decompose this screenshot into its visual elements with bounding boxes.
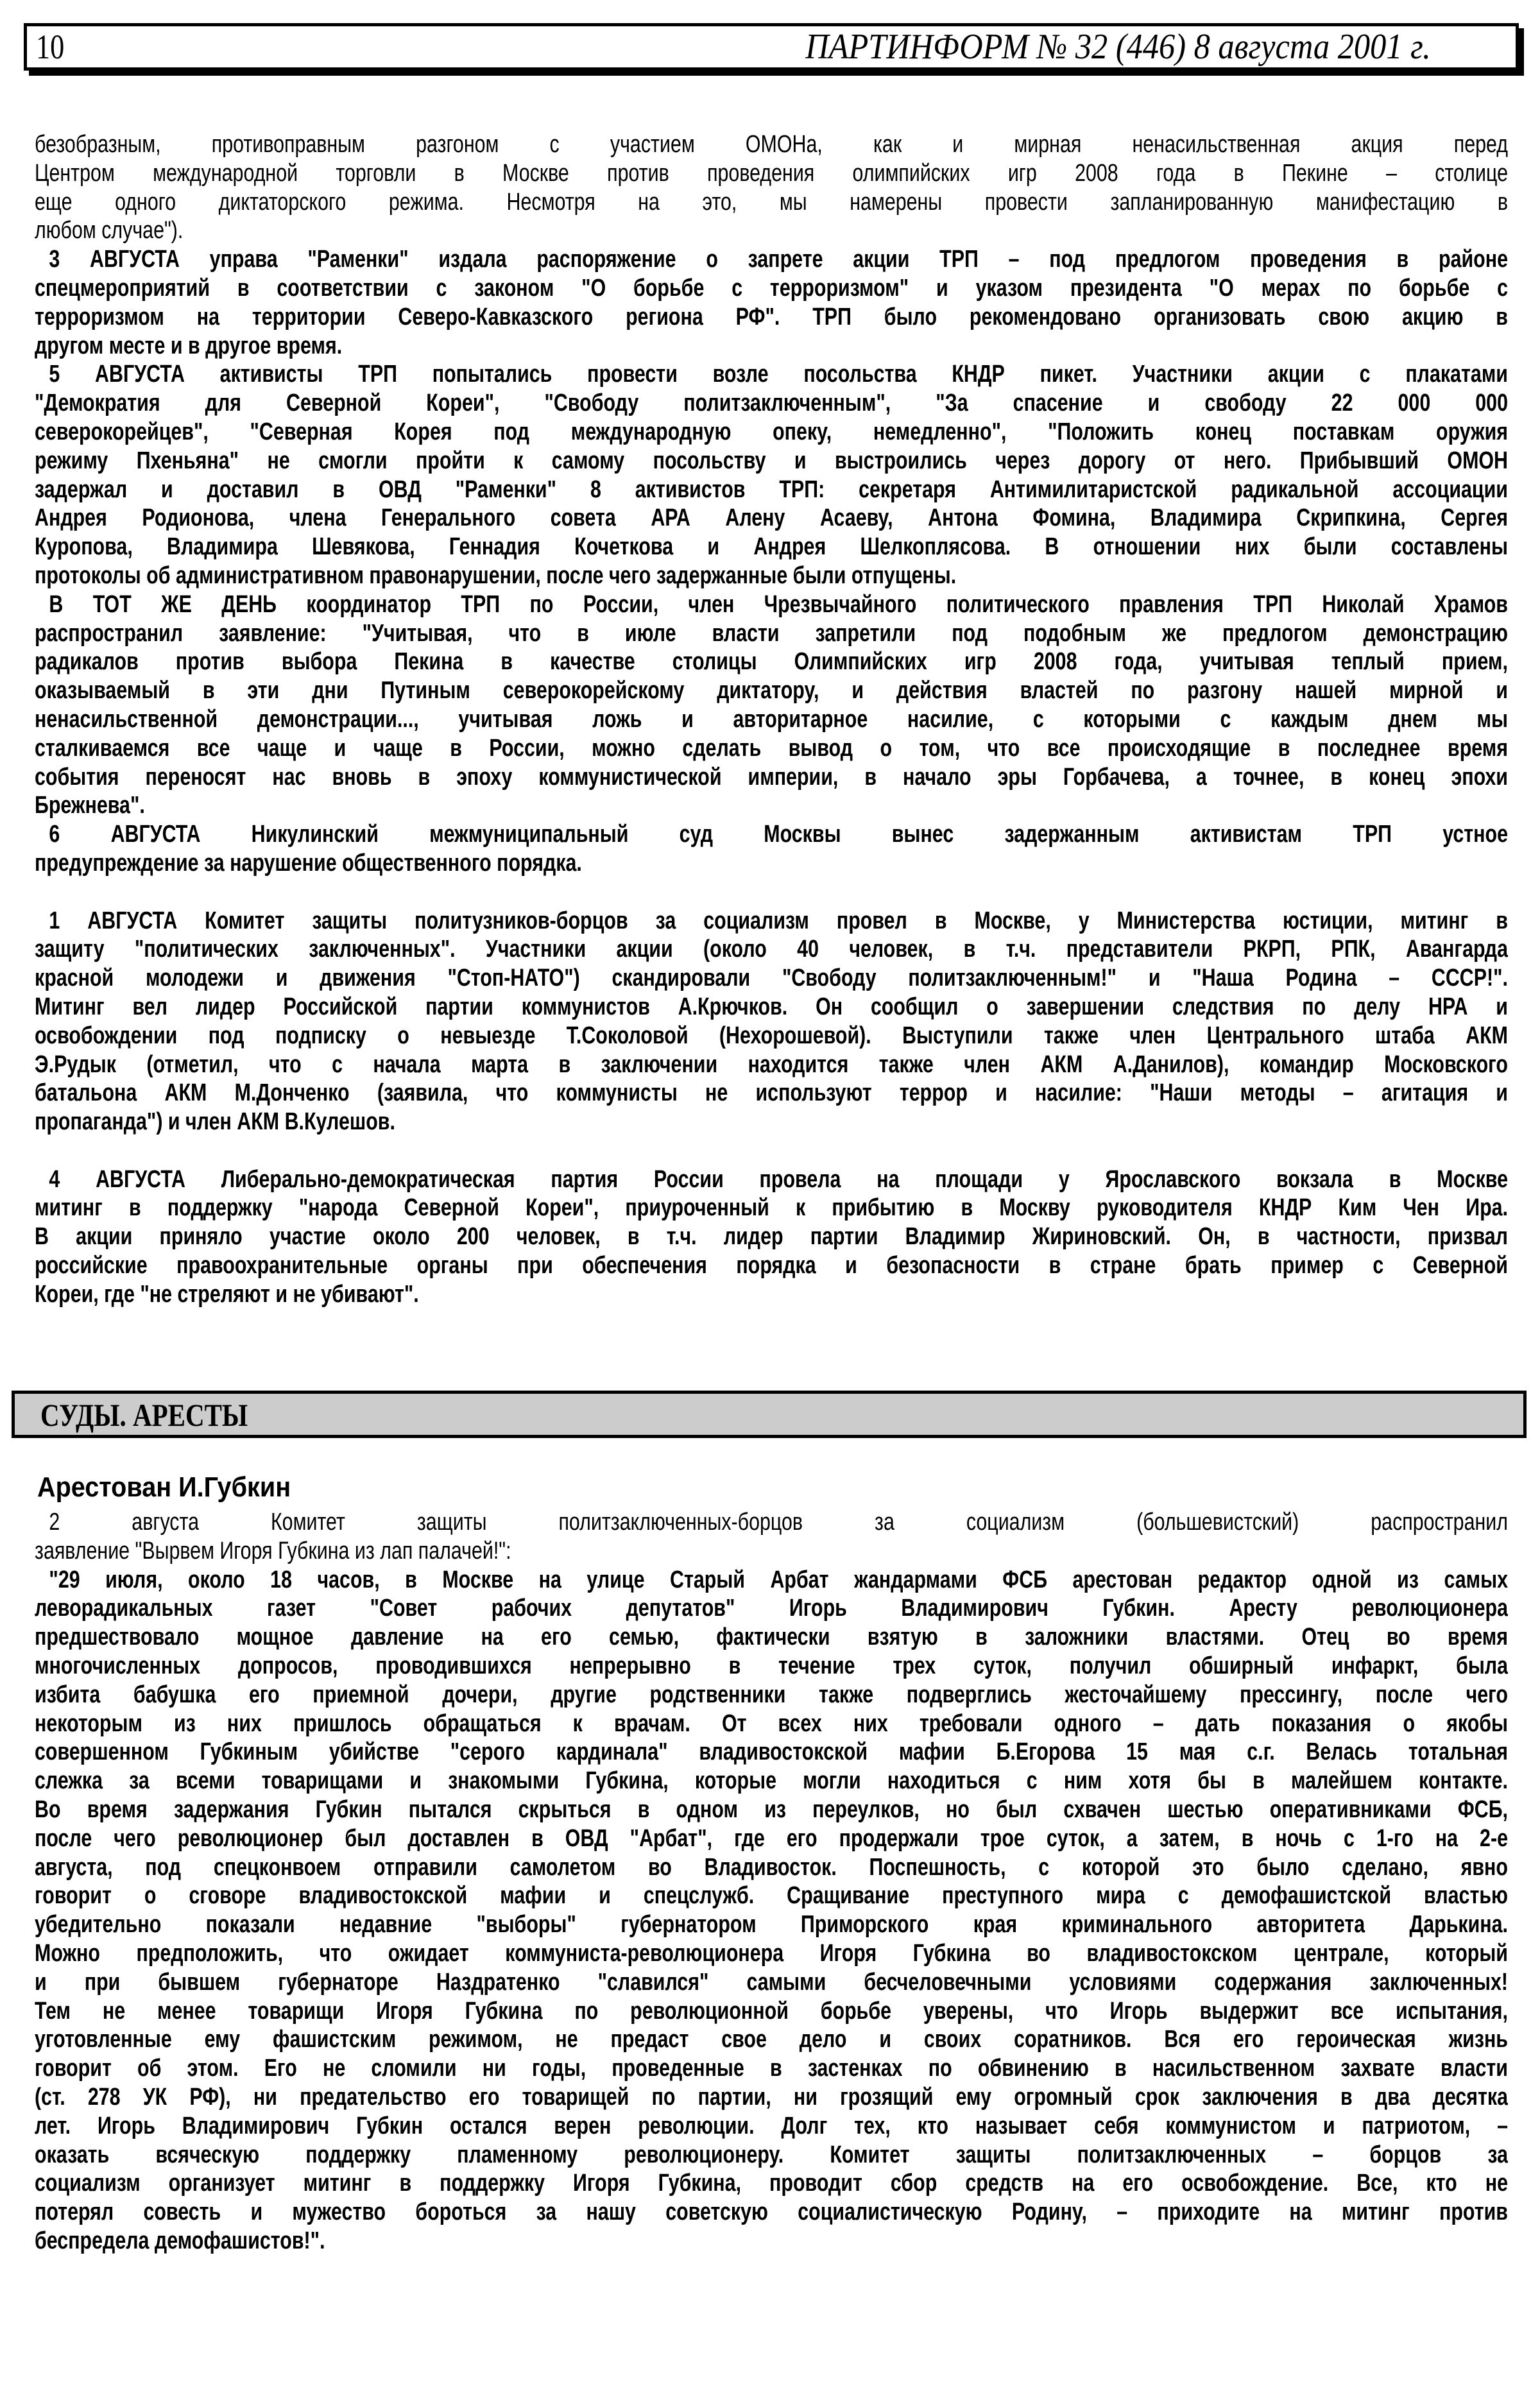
blank-line — [35, 1136, 1508, 1165]
paragraph-aug-4 — [35, 1165, 1508, 1309]
publication-title: ПАРТИНФОРМ № 32 (446) 8 августа 2001 г. — [805, 27, 1431, 67]
text-line: 2 августа Комитет защиты политзаключенных-борцов за социализм (большевистский) распространил — [49, 1509, 1508, 1536]
text-line: еще одного диктаторского режима. Несмотря на это, мы намерены провести запланированную манифестацию в — [35, 188, 1508, 216]
text-line: слежка за всеми товарищами и знакомыми Губкина, которые могли находиться с ним хотя бы в малейшем контакте. — [35, 1767, 1508, 1795]
text-line: убедительно показали недавние "выборы" губернатором Приморского края криминального авторитета Дарькина. — [35, 1911, 1508, 1939]
text-line: говорит об этом. Его не сломили ни годы, проведенные в застенках по обвинению в насильственном захвате власти — [35, 2055, 1508, 2082]
paragraph-aug-1 — [35, 907, 1508, 1136]
text-line: августа, под спецконвоем отправили самолетом во Владивосток. Поспешность, с которой это было сделано, явно — [35, 1853, 1508, 1881]
text-line: задержал и доставил в ОВД "Раменки" 8 активистов ТРП: секретаря Антимилитаристской радикальной ассоциации — [35, 476, 1508, 503]
text-line: Андрея Родионова, члена Генерального совета АРА Алену Асаеву, Антона Фомина, Владимира Скрипкина, Сергея — [35, 504, 1508, 532]
text-line: "29 июля, около 18 часов, в Москве на улице Старый Арбат жандармами ФСБ арестован редактор одной из самых — [49, 1566, 1508, 1593]
text-line: потерял совесть и мужество бороться за нашу советскую социалистическую Родину, – приходите на митинг против — [35, 2198, 1508, 2226]
text-line: протоколы об административном правонарушении, после чего задержанные были отпущены. — [35, 561, 957, 589]
text-line: 1 АВГУСТА Комитет защиты политузников-борцов за социализм провел в Москве, у Министерства юстиции, митинг в — [49, 907, 1508, 934]
text-line: батальона АКМ М.Донченко (заявила, что коммунисты не используют террор и насилие: "Наши методы – агитация и — [35, 1079, 1508, 1107]
text-line: избита бабушка его приемной дочери, другие родственники также подверглись жесточайшему прессингу, после чего — [35, 1681, 1508, 1708]
text-line: заявление "Вырвем Игоря Губкина из лап палачей!": — [35, 1537, 511, 1564]
text-line: Центром международной торговли в Москве против проведения олимпийских игр 2008 года в Пекине – столице — [35, 159, 1508, 187]
text-line: терроризмом на территории Северо-Кавказского региона РФ". ТРП было рекомендовано организовать свою акцию в — [35, 303, 1508, 330]
text-line: режиму Пхеньяна" не смогли пройти к самому посольству и выстроились через дорогу от него. Прибывший ОМОН — [35, 447, 1508, 474]
text-line: Кореи, где "не стреляют и не убивают". — [35, 1280, 419, 1308]
blank-line — [35, 878, 1508, 907]
text-line: митинг в поддержку "народа Северной Кореи", приуроченный к прибытию в Москву руководителя КНДР Ким Чен Ира. — [35, 1194, 1508, 1222]
news-column-top — [35, 130, 1508, 1309]
text-line: безобразным, противоправным разгоном с участием ОМОНа, как и мирная ненасильственная акция перед — [35, 131, 1508, 158]
text-line: сталкиваемся все чаще и чаще в России, можно сделать вывод о том, что все происходящие в последнее время — [35, 734, 1508, 762]
text-line: ненасильственной демонстрации..., учитывая ложь и авторитарное насилие, с которыми с каждым днем мы — [35, 705, 1508, 733]
paragraph-quote — [35, 1566, 1508, 2256]
text-line: любом случае"). — [35, 217, 184, 244]
text-line: спецмероприятий в соответствии с законом "О борьбе с терроризмом" и указом президента "О мерах по борьбе с — [35, 274, 1508, 302]
text-line: некоторым из них пришлось обращаться к врачам. От всех них требовали одного – дать показания о якобы — [35, 1709, 1508, 1737]
paragraph-intro — [35, 1508, 1508, 1566]
text-line: оказываемый в эти дни Путиным северокорейскому диктатору, и действия властей по разгону нашей мирной и — [35, 677, 1508, 705]
text-line: предупреждение за нарушение общественного порядка. — [35, 849, 582, 877]
text-line: Брежнева". — [35, 792, 145, 819]
page-header — [24, 23, 1519, 71]
text-line: лет. Игорь Владимирович Губкин остался верен революции. Долг тех, кто называет себя коммунистом и патриотом, – — [35, 2112, 1508, 2139]
text-line: другом месте и в другое время. — [35, 332, 343, 359]
text-line: 3 АВГУСТА управа "Раменки" издала распоряжение о запрете акции ТРП – под предлогом проведения в районе — [49, 246, 1508, 273]
text-line: 6 АВГУСТА Никулинский межмуниципальный суд Москвы вынес задержанным активистам ТРП устное — [49, 821, 1508, 848]
text-line: освобождении под подписку о невыезде Т.Соколовой (Нехорошевой). Выступили также член Центрального штаба АКМ — [35, 1022, 1508, 1049]
text-line: Э.Рудык (отметил, что с начала марта в заключении находится также член АКМ А.Данилов), командир Московского — [35, 1050, 1508, 1078]
text-line: многочисленных допросов, проводившихся непрерывно в течение трех суток, получил обширный инфаркт, была — [35, 1652, 1508, 1679]
section-header-bar — [12, 1391, 1527, 1438]
paragraph-continuation — [35, 130, 1508, 245]
text-line: 4 АВГУСТА Либерально-демократическая партия России провела на площади у Ярославского вокзала в Москве — [49, 1165, 1508, 1193]
text-line: Тем не менее товарищи Игоря Губкина по революционной борьбе уверены, что Игорь выдержит все испытания, — [35, 1997, 1508, 2025]
text-line: Митинг вел лидер Российской партии коммунистов А.Крючков. Он сообщил о завершении следствия по делу НРА и — [35, 993, 1508, 1020]
text-line: пропаганда") и член АКМ В.Кулешов. — [35, 1108, 395, 1136]
text-line: после чего революционер был доставлен в ОВД "Арбат", где его продержали трое суток, а затем, в ночь с 1-го на 2-е — [35, 1824, 1508, 1852]
paragraph-aug-6 — [35, 820, 1508, 878]
text-line: оказать всяческую поддержку пламенному революционеру. Комитет защиты политзаключенных – борцов за — [35, 2141, 1508, 2168]
paragraph-aug-5 — [35, 360, 1508, 590]
text-line: Куропова, Владимира Шевякова, Геннадия Кочеткова и Андрея Шелкоплясова. В отношении них были составлены — [35, 533, 1508, 561]
text-line: события переносят нас вновь в эпоху коммунистической империи, в начало эры Горбачева, а точнее, в конец эпохи — [35, 763, 1508, 791]
text-line: "Демократия для Северной Кореи", "Свободу политзаключенным", "За спасение и свободу 22 000 000 — [35, 390, 1508, 417]
page-number: 10 — [36, 28, 65, 66]
text-line: Можно предположить, что ожидает коммуниста-революционера Игоря Губкина во владивостокском централе, который — [35, 1939, 1508, 1967]
text-line: российские правоохранительные органы при обеспечения порядка и безопасности в стране брать пример с Северной — [35, 1252, 1508, 1280]
text-line: 5 АВГУСТА активисты ТРП попытались провести возле посольства КНДР пикет. Участники акции с плакатами — [49, 361, 1508, 388]
text-line: распространил заявление: "Учитывая, что в июле власти запретили под подобным же предлогом демонстрацию — [35, 619, 1508, 647]
paragraph-aug-3 — [35, 245, 1508, 360]
paragraph-same-day — [35, 590, 1508, 820]
text-line: Во время задержания Губкин пытался скрыться в одном из переулков, но был схвачен шестью оперативниками ФСБ, — [35, 1795, 1508, 1823]
text-line: северокорейцев", "Северная Корея под международную опеку, немедленно", "Положить конец поставкам оружия — [35, 418, 1508, 445]
text-line: В ТОТ ЖЕ ДЕНЬ координатор ТРП по России, член Чрезвычайного политического правления ТРП Николай Храмов — [49, 590, 1508, 618]
text-line: леворадикальных газет "Совет рабочих депутатов" Игорь Владимирович Губкин. Аресту революционера — [35, 1595, 1508, 1622]
text-line: предшествовало мощное давление на его семью, фактически взятую в заложники властями. Отец во время — [35, 1624, 1508, 1651]
text-line: (ст. 278 УК РФ), ни предательство его товарищей по партии, ни грозящий ему огромный срок заключения в два десятка — [35, 2083, 1508, 2111]
text-line: беспредела демофашистов!". — [35, 2227, 325, 2254]
text-line: говорит о сговоре владивостокской мафии и спецслужб. Сращивание преступного мира с демофашистской властью — [35, 1882, 1508, 1910]
text-line: В акции приняло участие около 200 человек, в т.ч. лидер партии Владимир Жириновский. Он, в частности, призвал — [35, 1223, 1508, 1251]
text-line: радикалов против выбора Пекина в качестве столицы Олимпийских игр 2008 года, учитывая теплый прием, — [35, 648, 1508, 676]
text-line: красной молодежи и движения "Стоп-НАТО") скандировали "Свободу политзаключенным!" и "Наша Родина – СССР!". — [35, 964, 1508, 992]
text-line: уготовленные ему фашистским режимом, не предаст свое дело и своих соратников. Вся его героическая жизнь — [35, 2026, 1508, 2053]
text-line: защиту "политических заключенных". Участники акции (около 40 человек, в т.ч. представители РКРП, РПК, Авангарда — [35, 936, 1508, 963]
section-title: СУДЫ. АРЕСТЫ — [40, 1397, 248, 1433]
news-column-bottom — [35, 1508, 1508, 2256]
article-heading: Арестован И.Губкин — [37, 1471, 291, 1503]
text-line: и при бывшем губернаторе Наздратенко "славился" самыми бесчеловечными условиями содержания заключенных! — [35, 1968, 1508, 1996]
text-line: совершенном Губкиным убийстве "серого кардинала" владивостокской мафии Б.Егорова 15 мая с.г. Велась тотальная — [35, 1738, 1508, 1766]
text-line: социализм организует митинг в поддержку Игоря Губкина, проводит сбор средств на его освобождение. Все, кто не — [35, 2170, 1508, 2197]
